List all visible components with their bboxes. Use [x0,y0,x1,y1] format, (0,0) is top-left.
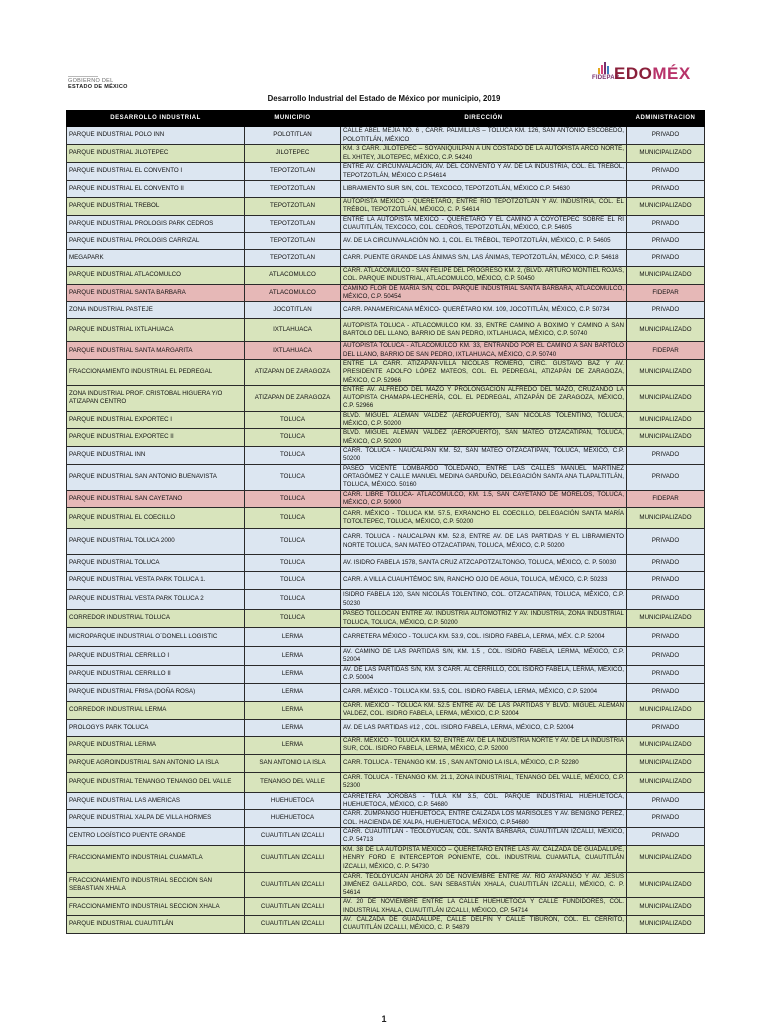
cell-administracion: PRIVADO [627,555,705,572]
cell-municipio: JOCOTITLAN [245,302,341,319]
cell-desarrollo: PARQUE INDUSTRIAL CUAUTITLÁN [67,915,245,933]
cell-direccion: ENTRE AV. CIRCUNVALACIÓN, AV. DEL CONVENTO Y AV. DE LA INDUSTRIA, COL. EL TRÉBOL, TEPOTZOTLÁN, MÉXICO C.P.54614 [341,163,627,181]
cell-municipio: TOLUCA [245,508,341,529]
cell-desarrollo: FRACCIONAMIENTO INDUSTRIAL SECCION XHALA [67,898,245,916]
fidepar-logo-text: FIDEPAR [592,75,620,81]
cell-direccion: BLVD. MIGUEL ALEMÁN VALDEZ (AEROPUERTO), SAN MATEO OTZACATIPAN, TOLUCA, MÉXICO, C.P. 50200 [341,429,627,447]
cell-desarrollo: PARQUE INDUSTRIAL LAS AMERICAS [67,792,245,810]
cell-municipio: HUEHUETOCA [245,792,341,810]
cell-administracion: MUNICIPALIZADO [627,872,705,898]
cell-municipio: TOLUCA [245,411,341,429]
cell-desarrollo: PARQUE INDUSTRIAL LERMA [67,736,245,754]
cell-municipio: POLOTITLAN [245,127,341,145]
cell-administracion: PRIVADO [627,233,705,250]
table-row [67,464,705,490]
cell-municipio: TOLUCA [245,572,341,590]
cell-municipio: ATLACOMULCO [245,284,341,302]
cell-desarrollo: PARQUE INDUSTRIAL EXPORTEC II [67,429,245,447]
fidepar-mark-icon [597,62,611,74]
cell-desarrollo: ZONA INDUSTRIAL PASTEJE [67,302,245,319]
cell-desarrollo: MICROPARQUE INDUSTRIAL O´DONELL LOGISTIC [67,628,245,647]
industrial-parks-table [66,110,705,934]
cell-direccion: CARR. TOLUCA - NAUCALPAN KM. 52.8, ENTRE AV. DE LAS PARTIDAS Y EL LIBRAMIENTO NORTE TOLUCA, SAN MATEO OTZACATIPAN, TOLUCA, MÉXICO, C.P. 50200 [341,529,627,555]
cell-administracion: MUNICIPALIZADO [627,411,705,429]
cell-administracion: MUNICIPALIZADO [627,845,705,872]
cell-administracion: PRIVADO [627,647,705,666]
cell-direccion: CARR. ATLACOMULCO - SAN FELIPE DEL PROGRESO KM. 2, (BLVD. ARTURO MONTIEL ROJAS, COL. PARQUE INDUSTRIAL, ATLACOMULCO, MÉXICO, C.P. 50450 [341,267,627,285]
table-row [67,719,705,736]
cell-administracion: MUNICIPALIZADO [627,898,705,916]
cell-desarrollo: PARQUE INDUSTRIAL IXTLAHUACA [67,319,245,342]
cell-municipio: LERMA [245,736,341,754]
cell-direccion: ENTRE LA AUTOPISTA MÉXICO - QUERÉTARO Y EL CAMINO A COYOTEPEC SOBRE EL RÍ CUAUTITLÁN, TEXCOCO, COL. CEDROS, TEPOTZOTLÁN, MÉXICO, C.P. 54605 [341,215,627,233]
cell-municipio: TOLUCA [245,446,341,464]
table-row [67,302,705,319]
cell-municipio: TEPOTZOTLAN [245,163,341,181]
cell-direccion: PASEO TOLLOCAN ENTRE AV. INDUSTRIA AUTOMOTRIZ Y AV. INDUSTRIA, ZONA INDUSTRIAL TOLUCA, TOLUCA, MÉXICO, C.P. 50200 [341,610,627,628]
table-row [67,127,705,145]
cell-desarrollo: PARQUE INDUSTRIAL VESTA PARK TOLUCA 1. [67,572,245,590]
cell-direccion: AUTOPISTA MÉXICO - QUERÉTARO, ENTRE RÍO TEPOTZOTLÁN Y AV. INDUSTRIA, COL. EL TRÉBOL, TEPOTZOTLÁN, MÉXICO, C. P. 54614 [341,198,627,216]
cell-direccion: BLVD. MIGUEL ALEMÁN VALDEZ (AEROPUERTO), SAN NICOLÁS TOLENTINO, TOLUCA, MÉXICO, C.P. 50200 [341,411,627,429]
cell-direccion: CARR. PANAMERICANA MÉXICO- QUERÉTARO KM. 109, JOCOTITLÁN, MÉXICO, C.P. 50734 [341,302,627,319]
cell-desarrollo: PARQUE INDUSTRIAL EL COECILLO [67,508,245,529]
cell-direccion: CARR. TEOLOYUCAN AHORA 20 DE NOVIEMBRE ENTRE AV. RÍO AYAPANGO Y AV. JESÚS JIMÉNEZ GALLARDO, COL. SAN SEBASTIÁN XHALA, CUAUTITLÁN IZCALLI, MÉXICO, C. P. 54614 [341,872,627,898]
cell-administracion: PRIVADO [627,446,705,464]
cell-desarrollo: PARQUE INDUSTRIAL PROLOGIS PARK CEDROS [67,215,245,233]
cell-municipio: LERMA [245,666,341,684]
cell-direccion: CARR. PUENTE GRANDE LAS ÁNIMAS S/N, LAS ÁNIMAS, TEPOTZOTLÁN, MÉXICO, C.P. 54618 [341,250,627,267]
cell-direccion: CARR. MÉXICO - TOLUCA KM. 52, ENTRE AV. DE LA INDUSTRIA NORTE Y AV. DE LA INDUSTRIA SUR, COL. ISIDRO FABELA, LERMA, MÉXICO, C.P. 52000 [341,736,627,754]
edomex-logo-b: MÉX [652,64,691,83]
cell-administracion: MUNICIPALIZADO [627,610,705,628]
table-row [67,610,705,628]
cell-administracion: PRIVADO [627,163,705,181]
cell-desarrollo: PARQUE INDUSTRIAL SAN ANTONIO BUENAVISTA [67,464,245,490]
cell-direccion: AUTOPISTA TOLUCA - ATLACOMULCO KM. 33, ENTRE CAMINO A BOXIMO Y CAMINO A SAN BARTOLO DEL LLANO, BARRIO DE SAN PEDRO, IXTLAHUACA, MÉXICO, C.P. 50740 [341,319,627,342]
cell-direccion: PASEO VICENTE LOMBARDO TOLEDANO, ENTRE LAS CALLES MANUEL MARTÍNEZ ORTAGÓMEZ Y CALLE MANUEL MEDINA GARDUÑO, DELEGACIÓN SANTA ANA TLAPALTITLÁN, TOLUCA, MÉXICO. 50160 [341,464,627,490]
cell-administracion: PRIVADO [627,127,705,145]
cell-municipio: ATLACOMULCO [245,267,341,285]
cell-desarrollo: PARQUE INDUSTRIAL ATLACOMULCO [67,267,245,285]
cell-direccion: CARR. MÉXICO - TOLUCA KM. 52.5 ENTRE AV. DE LAS PARTIDAS Y BLVD. MIGUEL ALEMÁN VALDEZ, COL. ISIDRO FABELA, LERMA, MÉXICO, C.P. 52004 [341,701,627,719]
table-row [67,250,705,267]
cell-administracion: PRIVADO [627,810,705,828]
cell-desarrollo: ZONA INDUSTRIAL PROF. CRISTOBAL HIGUERA Y/O ATIZAPAN CENTRO [67,385,245,411]
cell-direccion: CALLE ABEL MEJIA NO. 6 , CARR. PALMILLAS – TOLUCA KM. 126, SAN ANTONIO ESCOBEDO, POLOTITLÁN, MÉXICO [341,127,627,145]
cell-municipio: TOLUCA [245,429,341,447]
cell-administracion: FIDEPAR [627,490,705,508]
cell-administracion: PRIVADO [627,628,705,647]
cell-municipio: CUAUTITLAN IZCALLI [245,827,341,845]
cell-direccion: CARR. TOLUCA - TENANGO KM. 15 , SAN ANTONIO LA ISLA, MÉXICO, C.P. 52280 [341,754,627,772]
edomex-logo-a: EDO [614,64,653,83]
edomex-logo [614,64,691,84]
cell-direccion: AV. DE LA CIRCUNVALACIÓN NO. 1, COL. EL TRÉBOL, TEPOTZOTLÁN, MÉXICO, C. P. 54605 [341,233,627,250]
cell-municipio: TEPOTZOTLAN [245,250,341,267]
cell-administracion: PRIVADO [627,792,705,810]
table-row [67,198,705,216]
cell-municipio: LERMA [245,628,341,647]
cell-desarrollo: PARQUE INDUSTRIAL FRISA (DOÑA ROSA) [67,683,245,701]
cell-municipio: SAN ANTONIO LA ISLA [245,754,341,772]
cell-administracion: PRIVADO [627,719,705,736]
cell-administracion: PRIVADO [627,215,705,233]
cell-municipio: CUAUTITLAN IZCALLI [245,845,341,872]
cell-municipio: TOLUCA [245,590,341,610]
table-row [67,429,705,447]
cell-municipio: JILOTEPEC [245,145,341,163]
cell-desarrollo: PARQUE INDUSTRIAL SANTA MARGARITA [67,342,245,360]
table-row [67,490,705,508]
cell-administracion: PRIVADO [627,666,705,684]
cell-direccion: CARRETERA MÉXICO - TOLUCA KM. 53.9, COL. ISIDRO FABELA, LERMA, MÉX. C.P. 52004 [341,628,627,647]
cell-direccion: ENTRE LA CARR. ATIZAPÁN-VILLA NICOLÁS ROMERO, CIRC. GUSTAVO BAZ Y AV. PRESIDENTE ADOLFO LÓPEZ MATEOS, COL. EL PEDREGAL, ATIZAPÁN DE ZARAGOZA, MÉXICO, C.P. 52966 [341,359,627,385]
cell-desarrollo: PARQUE INDUSTRIAL CERRILLO I [67,647,245,666]
cell-desarrollo: CENTRO LOGÍSTICO PUENTE GRANDE [67,827,245,845]
cell-desarrollo: PROLOGYS PARK TOLUCA [67,719,245,736]
cell-desarrollo: PARQUE INDUSTRIAL TOLUCA [67,555,245,572]
cell-direccion: KM. 38 DE LA AUTOPISTA MÉXICO – QUERÉTARO ENTRE LAS AV. CALZADA DE GUADALUPE, HENRY FORD E INTERCEPTOR PONIENTE, COL. INDUSTRIAL CUAMATLA, CUAUTITLÁN IZCALLI, MÉXICO, C. P. 54730 [341,845,627,872]
cell-direccion: CARR. TOLUCA - NAUCALPAN KM. 52, SAN MATEO OTZACATIPAN, TOLUCA, MÉXICO, C.P. 50200 [341,446,627,464]
table-row [67,754,705,772]
cell-desarrollo: MEGAPARK [67,250,245,267]
cell-municipio: IXTLAHUACA [245,342,341,360]
cell-administracion: PRIVADO [627,590,705,610]
cell-direccion: AV. ISIDRO FABELA 1578, SANTA CRUZ ATZCAPOTZALTONGO, TOLUCA, MÉXICO, C. P. 50030 [341,555,627,572]
cell-direccion: AV. 20 DE NOVIEMBRE ENTRE LA CALLE HUEHUETOCA Y CALLE FUNDIDORES, COL. INDUSTRIAL XHALA, CUAUTITLÁN IZCALLI, MÉXICO, CP. 54714 [341,898,627,916]
cell-desarrollo: PARQUE INDUSTRIAL TOLUCA 2000 [67,529,245,555]
cell-desarrollo: FRACCIONAMIENTO INDUSTRIAL CUAMATLA [67,845,245,872]
table-row [67,284,705,302]
cell-municipio: TOLUCA [245,610,341,628]
cell-administracion: PRIVADO [627,181,705,198]
cell-administracion: PRIVADO [627,464,705,490]
table-row [67,555,705,572]
gobierno-logo [68,76,188,90]
cell-administracion: PRIVADO [627,529,705,555]
cell-administracion: MUNICIPALIZADO [627,736,705,754]
table-row [67,572,705,590]
cell-municipio: ATIZAPAN DE ZARAGOZA [245,385,341,411]
table-row [67,872,705,898]
table-row [67,233,705,250]
table-row [67,792,705,810]
table-row [67,319,705,342]
cell-municipio: TENANGO DEL VALLE [245,772,341,792]
table-row [67,446,705,464]
table-header-row [67,111,705,127]
cell-desarrollo: CORREDOR INDUSTRIAL LERMA [67,701,245,719]
table-row [67,359,705,385]
cell-direccion: CARR. MÉXICO - TOLUCA KM. 57.5, EXRANCHO EL COECILLO, DELEGACIÓN SANTA MARÍA TOTOLTEPEC, TOLUCA, MÉXICO, C.P. 50200 [341,508,627,529]
table-body [67,127,705,934]
cell-desarrollo: PARQUE INDUSTRIAL EL CONVENTO II [67,181,245,198]
cell-administracion: MUNICIPALIZADO [627,915,705,933]
cell-desarrollo: PARQUE INDUSTRIAL SANTA BARBARA [67,284,245,302]
cell-administracion: MUNICIPALIZADO [627,701,705,719]
cell-administracion: MUNICIPALIZADO [627,508,705,529]
cell-direccion: AV. DE LAS PARTIDAS S/N, KM. 3 CARR. AL CERRILLO, COL ISIDRO FABELA, LERMA, MÉXICO, C.P. 50004 [341,666,627,684]
cell-municipio: LERMA [245,701,341,719]
col-header-municipio: MUNICIPIO [245,111,341,127]
cell-desarrollo: PARQUE INDUSTRIAL TENANGO TENANGO DEL VALLE [67,772,245,792]
cell-municipio: TEPOTZOTLAN [245,181,341,198]
fidepar-logo [592,62,620,81]
cell-direccion: CARR. ZUMPANGO HUEHUETOCA, ENTRE CALZADA LOS MARISOLES Y AV. BENIGNO PÉREZ, COL. HACIENDA DE XALPA, HUEHUETOCA, MÉXICO, C.P.54680 [341,810,627,828]
gobierno-logo-line1: GOBIERNO DEL [68,78,114,84]
table-row [67,898,705,916]
gobierno-logo-rule [68,76,98,77]
document-title: Desarrollo Industrial del Estado de México por municipio, 2019 [267,94,501,103]
cell-administracion: MUNICIPALIZADO [627,267,705,285]
col-header-direccion: DIRECCIÓN [341,111,627,127]
cell-direccion: AV. DE LAS PARTIDAS #12 , COL. ISIDRO FABELA, LERMA, MÉXICO, C.P. 52004 [341,719,627,736]
table-row [67,628,705,647]
cell-municipio: HUEHUETOCA [245,810,341,828]
table-row [67,647,705,666]
cell-municipio: TEPOTZOTLAN [245,233,341,250]
table-row [67,590,705,610]
cell-municipio: ATIZAPAN DE ZARAGOZA [245,359,341,385]
cell-desarrollo: PARQUE INDUSTRIAL EL CONVENTO I [67,163,245,181]
cell-administracion: PRIVADO [627,572,705,590]
cell-desarrollo: PARQUE INDUSTRIAL EXPORTEC I [67,411,245,429]
table-row [67,411,705,429]
cell-direccion: CARR. MÉXICO - TOLUCA KM. 53.5, COL. ISIDRO FABELA, LERMA, MÉXICO, C.P. 52004 [341,683,627,701]
cell-administracion: MUNICIPALIZADO [627,319,705,342]
table-row [67,736,705,754]
cell-direccion: ENTRE AV. ALFREDO DEL MAZO Y PROLONGACIÓN ALFREDO DEL MAZO, CRUZANDO LA AUTOPISTA CHAMAPA-LECHERÍA, COL. EL PEDREGAL, ATIZAPÁN DE ZARAGOZA, MÉXICO, C.P. 52966 [341,385,627,411]
table-row [67,163,705,181]
cell-direccion: AUTOPISTA TOLUCA - ATLACOMULCO KM. 33, ENTRANDO POR EL CAMINO A SAN BARTOLO DEL LLANO, BARRIO DE SAN PEDRO, IXTLAHUACA, MÉXICO, C.P. 50740 [341,342,627,360]
cell-desarrollo: PARQUE INDUSTRIAL CERRILLO II [67,666,245,684]
cell-desarrollo: PARQUE INDUSTRIAL PROLOGIS CARRIZAL [67,233,245,250]
table-row [67,772,705,792]
cell-administracion: MUNICIPALIZADO [627,145,705,163]
table-row [67,915,705,933]
cell-desarrollo: PARQUE AGROINDUSTRIAL SAN ANTONIO LA ISLA [67,754,245,772]
cell-direccion: CARR. CUAUTITLÁN - TEOLOYUCAN, COL. SANTA BÁRBARA, CUAUTITLÁN IZCALLI, MÉXICO, C.P. 54713 [341,827,627,845]
cell-administracion: MUNICIPALIZADO [627,385,705,411]
cell-administracion: MUNICIPALIZADO [627,772,705,792]
cell-municipio: CUAUTITLAN IZCALLI [245,915,341,933]
cell-municipio: LERMA [245,683,341,701]
cell-direccion: CARR. LIBRE TOLUCA- ATLACOMULCO, KM. 1.5, SAN CAYETANO DE MORELOS, TOLUCA, MÉXICO, C.P. 50900 [341,490,627,508]
table-row [67,508,705,529]
cell-administracion: FIDEPAR [627,284,705,302]
cell-municipio: LERMA [245,719,341,736]
cell-administracion: PRIVADO [627,302,705,319]
cell-administracion: PRIVADO [627,250,705,267]
cell-municipio: CUAUTITLAN IZCALLI [245,898,341,916]
table-row [67,683,705,701]
cell-municipio: TOLUCA [245,490,341,508]
cell-municipio: TOLUCA [245,555,341,572]
cell-direccion: CAMINO FLOR DE MARÍA S/N, COL. PARQUE INDUSTRIAL SANTA BÁRBARA, ATLACOMULCO, MÉXICO, C.P. 50454 [341,284,627,302]
table-row [67,827,705,845]
cell-direccion: ISIDRO FABELA 120, SAN NICOLÁS TOLENTINO, COL. OTZACATIPAN, TOLUCA, MÉXICO, C.P. 50230 [341,590,627,610]
cell-administracion: MUNICIPALIZADO [627,198,705,216]
cell-administracion: MUNICIPALIZADO [627,429,705,447]
table-row [67,145,705,163]
page-number: 1 [381,1014,387,1024]
cell-direccion: CARR. A VILLA CUAUHTÉMOC S/N, RANCHO OJO DE AGUA, TOLUCA, MÉXICO, C.P. 50233 [341,572,627,590]
cell-municipio: LERMA [245,647,341,666]
cell-municipio: IXTLAHUACA [245,319,341,342]
table-row [67,267,705,285]
col-header-administracion: ADMINISTRACION [627,111,705,127]
cell-direccion: AV. CALZADA DE GUADALUPE, CALLE DELFÍN Y CALLE TIBURÓN, COL. EL CERRITO, CUAUTITLÁN IZCALLI, MÉXICO, C. P. 54879 [341,915,627,933]
cell-desarrollo: PARQUE INDUSTRIAL POLO INN [67,127,245,145]
cell-administracion: FIDEPAR [627,342,705,360]
cell-desarrollo: PARQUE INDUSTRIAL JILOTEPEC [67,145,245,163]
table-row [67,666,705,684]
gobierno-logo-line2: ESTADO DE MÉXICO [68,84,128,90]
cell-desarrollo: PARQUE INDUSTRIAL XALPA DE VILLA HORMES [67,810,245,828]
cell-desarrollo: PARQUE INDUSTRIAL VESTA PARK TOLUCA 2 [67,590,245,610]
cell-municipio: TEPOTZOTLAN [245,198,341,216]
cell-direccion: CARRETERA JOROBAS - TULA KM 3.5, COL. PARQUE INDUSTRIAL HUEHUETOCA, HUEHUETOCA, MÉXICO, C.P. 54680 [341,792,627,810]
table-row [67,181,705,198]
cell-direccion: LIBRAMIENTO SUR S/N, COL. TEXCOCO, TEPOTZOTLÁN, MÉXICO C.P. 54630 [341,181,627,198]
cell-administracion: MUNICIPALIZADO [627,754,705,772]
table-row [67,342,705,360]
cell-direccion: KM. 3 CARR. JILOTEPEC – SOYANIQUILPAN A UN COSTADO DE LA AUTOPISTA ARCO NORTE, EL XHITEY, JILOTEPEC, MÉXICO, C.P. 54240 [341,145,627,163]
col-header-desarrollo: DESARROLLO INDUSTRIAL [67,111,245,127]
table-row [67,215,705,233]
table-row [67,810,705,828]
cell-direccion: CARR. TOLUCA - TENANGO KM. 21.1, ZONA INDUSTRIAL, TENANGO DEL VALLE, MÉXICO, C.P. 52300 [341,772,627,792]
cell-administracion: PRIVADO [627,683,705,701]
table-row [67,701,705,719]
cell-administracion: PRIVADO [627,827,705,845]
table-row [67,845,705,872]
table-row [67,385,705,411]
cell-municipio: TOLUCA [245,529,341,555]
cell-desarrollo: PARQUE INDUSTRIAL INN [67,446,245,464]
cell-desarrollo: FRACCIONAMIENTO INDUSTRIAL SECCION SAN SEBASTIAN XHALA [67,872,245,898]
cell-municipio: TEPOTZOTLAN [245,215,341,233]
cell-desarrollo: FRACCIONAMIENTO INDUSTRIAL EL PEDREGAL [67,359,245,385]
table-row [67,529,705,555]
cell-direccion: AV. CAMINO DE LAS PARTIDAS S/N, KM. 1.5 , COL. ISIDRO FABELA, LERMA, MÉXICO, C.P. 52004 [341,647,627,666]
cell-desarrollo: PARQUE INDUSTRIAL SAN CAYETANO [67,490,245,508]
cell-desarrollo: CORREDOR INDUSTRIAL TOLUCA [67,610,245,628]
cell-administracion: MUNICIPALIZADO [627,359,705,385]
cell-desarrollo: PARQUE INDUSTRIAL TREBOL [67,198,245,216]
cell-municipio: TOLUCA [245,464,341,490]
cell-municipio: CUAUTITLAN IZCALLI [245,872,341,898]
